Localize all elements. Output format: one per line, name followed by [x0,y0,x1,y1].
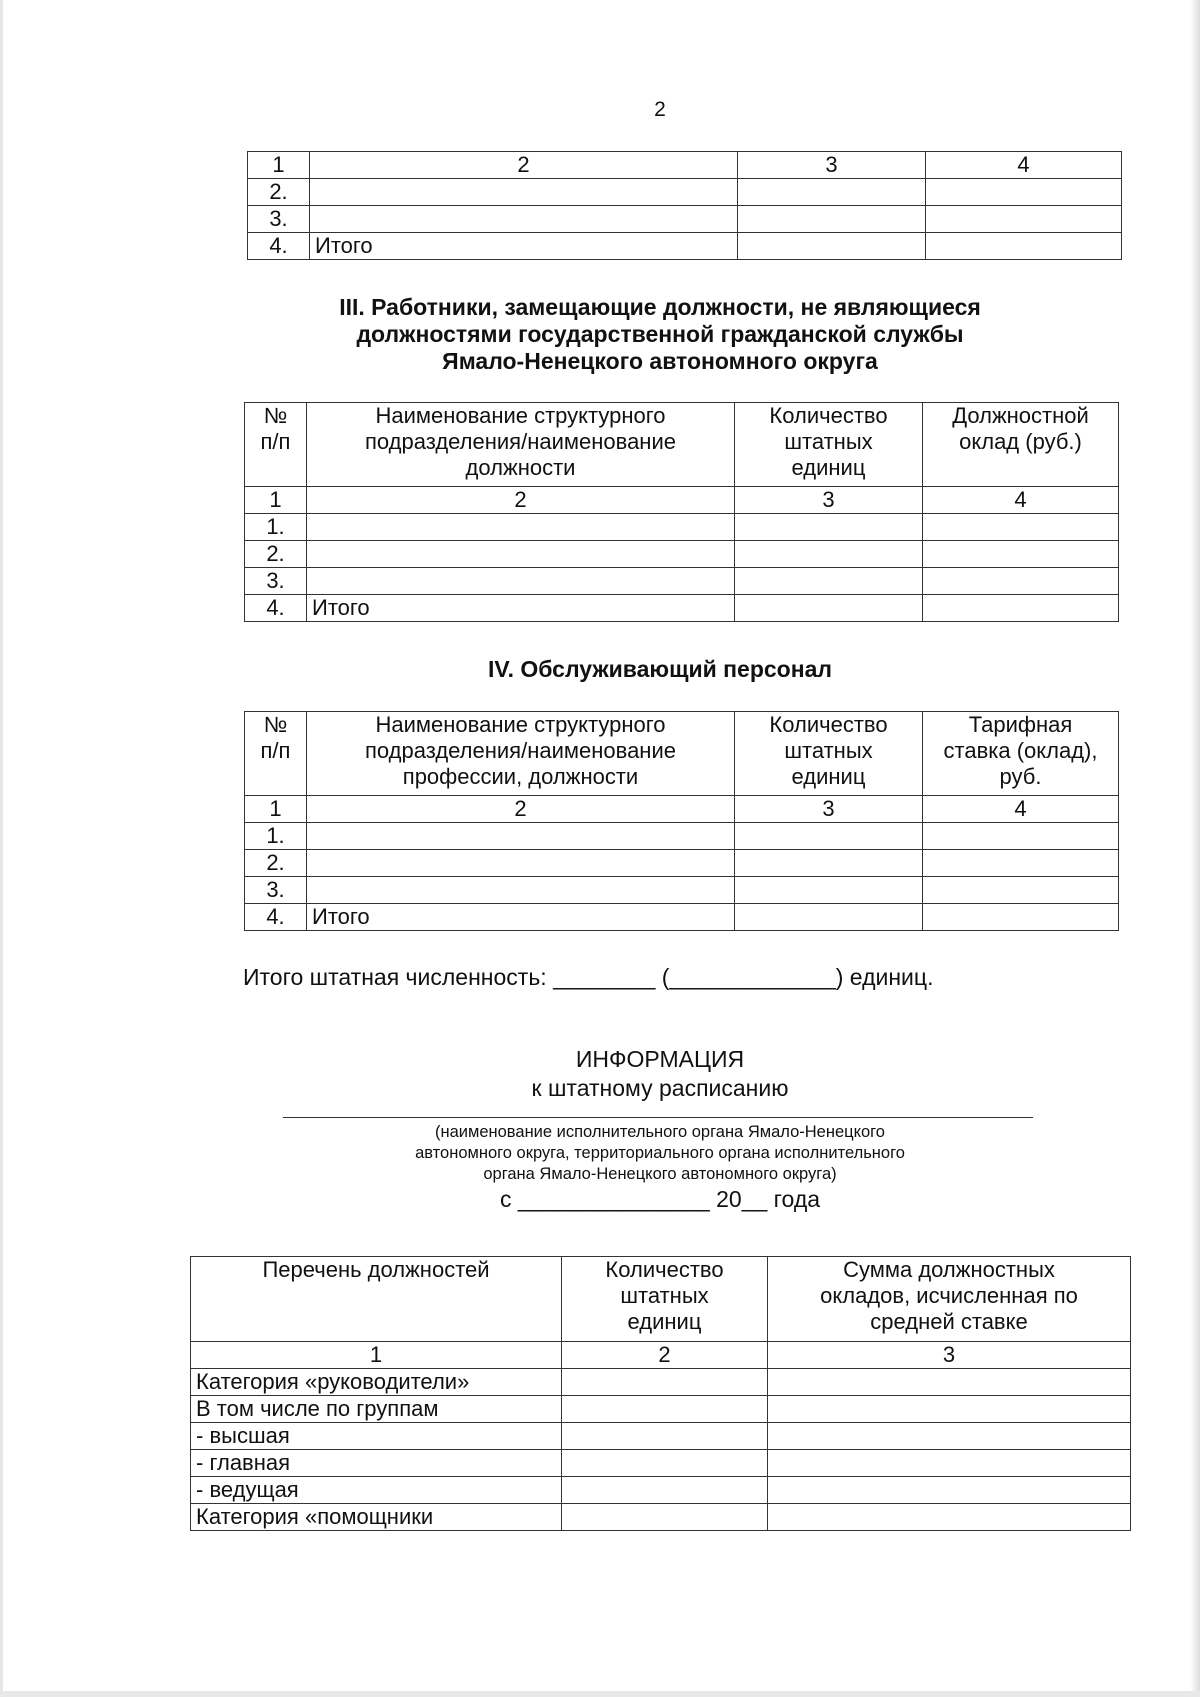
cell-name [307,823,735,850]
cell-salary: 4 [923,487,1119,514]
section-3-heading [0,294,1200,375]
cell-number: 1. [245,514,307,541]
header-number [245,712,307,796]
header-line: штатных [784,429,873,454]
table-section-3 [244,402,1119,622]
cell-name [307,541,735,568]
cell-salary: 4 [926,152,1122,179]
header-line: Перечень должностей [262,1257,490,1282]
cell-count [562,1396,768,1423]
note-line: (наименование исполнительного органа Ямало-Ненецкого [435,1123,885,1141]
cell-name: 2 [307,796,735,823]
cell-position: - главная [191,1450,562,1477]
header-line: руб. [999,764,1042,789]
header-salary [923,403,1119,487]
table-header-row [245,403,1119,487]
cell-number: 2. [248,179,310,206]
header-line: Наименование структурного [375,712,666,737]
cell-count [738,206,926,233]
table-row [248,152,1122,179]
cell-position: 1 [191,1342,562,1369]
header-line: п/п [260,738,291,763]
cell-number: 4. [245,904,307,931]
cell-salary [926,206,1122,233]
header-line: Количество [769,712,888,737]
cell-number: 4. [248,233,310,260]
header-line: № [263,403,288,428]
cell-salary [926,179,1122,206]
cell-name: Итого [307,595,735,622]
cell-rate: 4 [923,796,1119,823]
cell-count: 2 [562,1342,768,1369]
cell-count [562,1423,768,1450]
cell-count: 3 [735,796,923,823]
cell-name: 2 [307,487,735,514]
table-row [245,877,1119,904]
cell-number: 3. [245,877,307,904]
header-line: профессии, должности [402,764,639,789]
table-row [245,904,1119,931]
scan-edge-bottom [0,1691,1200,1697]
table-row [245,595,1119,622]
cell-count [562,1504,768,1531]
scan-edge-right [1190,0,1200,1697]
cell-rate [923,904,1119,931]
cell-count [735,904,923,931]
header-line: Должностной [952,403,1089,428]
cell-sum: 3 [768,1342,1131,1369]
table-row [191,1369,1131,1396]
cell-rate [923,850,1119,877]
cell-sum [768,1423,1131,1450]
cell-salary [923,568,1119,595]
organ-name-note [0,1122,1200,1185]
header-line: Наименование структурного [375,403,666,428]
cell-name [310,206,738,233]
table-row [245,823,1119,850]
table-row [191,1450,1131,1477]
info-subtitle: к штатному расписанию [531,1075,789,1101]
table-row [245,850,1119,877]
heading-line: III. Работники, замещающие должности, не являющиеся [339,294,981,320]
header-count [562,1257,768,1342]
table-row [245,514,1119,541]
cell-name [310,179,738,206]
cell-position: Категория «руководители» [191,1369,562,1396]
table-row [191,1423,1131,1450]
cell-rate [923,877,1119,904]
heading-line: должностями государственной гражданской службы [356,321,964,347]
table-row [191,1342,1131,1369]
note-line: органа Ямало-Ненецкого автономного округа) [483,1165,837,1183]
cell-count [562,1450,768,1477]
cell-position: - высшая [191,1423,562,1450]
cell-sum [768,1477,1131,1504]
table-row [248,206,1122,233]
cell-number: 1 [245,796,307,823]
cell-count [738,179,926,206]
cell-name: Итого [307,904,735,931]
cell-name: 2 [310,152,738,179]
table-row [191,1477,1131,1504]
table-continuation [247,151,1122,260]
table-row [191,1504,1131,1531]
page-number: 2 [654,98,666,121]
signature-rule [283,1117,1033,1118]
header-line: единиц [791,455,866,480]
cell-count [562,1369,768,1396]
cell-name [307,850,735,877]
section-4-heading: IV. Обслуживающий персонал [487,656,833,682]
cell-count: 3 [738,152,926,179]
cell-count [735,850,923,877]
scan-edge-left [0,0,3,1697]
table-row [191,1396,1131,1423]
cell-name [307,568,735,595]
cell-name [307,877,735,904]
cell-number: 2. [245,541,307,568]
cell-position: В том числе по группам [191,1396,562,1423]
cell-rate [923,823,1119,850]
cell-sum [768,1504,1131,1531]
heading-line: Ямало-Ненецкого автономного округа [442,348,878,374]
cell-number: 1 [245,487,307,514]
header-name [307,712,735,796]
cell-count [735,514,923,541]
header-line: окладов, исчисленная по [820,1283,1078,1308]
table-row [245,796,1119,823]
cell-number: 1 [248,152,310,179]
header-line: штатных [784,738,873,763]
table-section-4 [244,711,1119,931]
header-count [735,403,923,487]
cell-salary [926,233,1122,260]
table-header-row [191,1257,1131,1342]
header-line: Количество [605,1257,724,1282]
header-line: Сумма должностных [843,1257,1055,1282]
header-line: единиц [791,764,866,789]
table-row [248,179,1122,206]
cell-sum [768,1396,1131,1423]
table-row [248,233,1122,260]
cell-number: 4. [245,595,307,622]
header-line: Тарифная [968,712,1073,737]
note-line: автономного округа, территориального органа исполнительного [415,1144,905,1162]
cell-name [307,514,735,541]
header-line: Количество [769,403,888,428]
cell-count [735,823,923,850]
header-name [307,403,735,487]
header-line: оклад (руб.) [959,429,1082,454]
header-positions [191,1257,562,1342]
header-rate [923,712,1119,796]
table-row [245,568,1119,595]
cell-count [738,233,926,260]
header-line: средней ставке [870,1309,1028,1334]
header-number [245,403,307,487]
table-row [245,487,1119,514]
header-line: штатных [620,1283,709,1308]
header-line: подразделения/наименование [365,429,676,454]
cell-number: 2. [245,850,307,877]
header-line: № [263,712,288,737]
header-sum [768,1257,1131,1342]
cell-position: - ведущая [191,1477,562,1504]
cell-number: 3. [248,206,310,233]
cell-number: 1. [245,823,307,850]
cell-salary [923,514,1119,541]
cell-count: 3 [735,487,923,514]
cell-salary [923,595,1119,622]
table-row [245,541,1119,568]
cell-count [562,1477,768,1504]
info-title: ИНФОРМАЦИЯ [575,1046,745,1072]
cell-name: Итого [310,233,738,260]
cell-number: 3. [245,568,307,595]
header-line: подразделения/наименование [365,738,676,763]
table-info [190,1256,1131,1531]
cell-sum [768,1369,1131,1396]
header-line: единиц [627,1309,702,1334]
cell-count [735,568,923,595]
total-staff-line: Итого штатная численность: ________ (_____________) единиц. [243,964,934,990]
header-count [735,712,923,796]
cell-count [735,877,923,904]
header-line: п/п [260,429,291,454]
cell-sum [768,1450,1131,1477]
cell-count [735,595,923,622]
cell-salary [923,541,1119,568]
date-line: с _______________ 20__ года [499,1186,821,1212]
header-line: ставка (оклад), [943,738,1098,763]
table-header-row [245,712,1119,796]
header-line: должности [465,455,576,480]
cell-position: Категория «помощники [191,1504,562,1531]
cell-count [735,541,923,568]
